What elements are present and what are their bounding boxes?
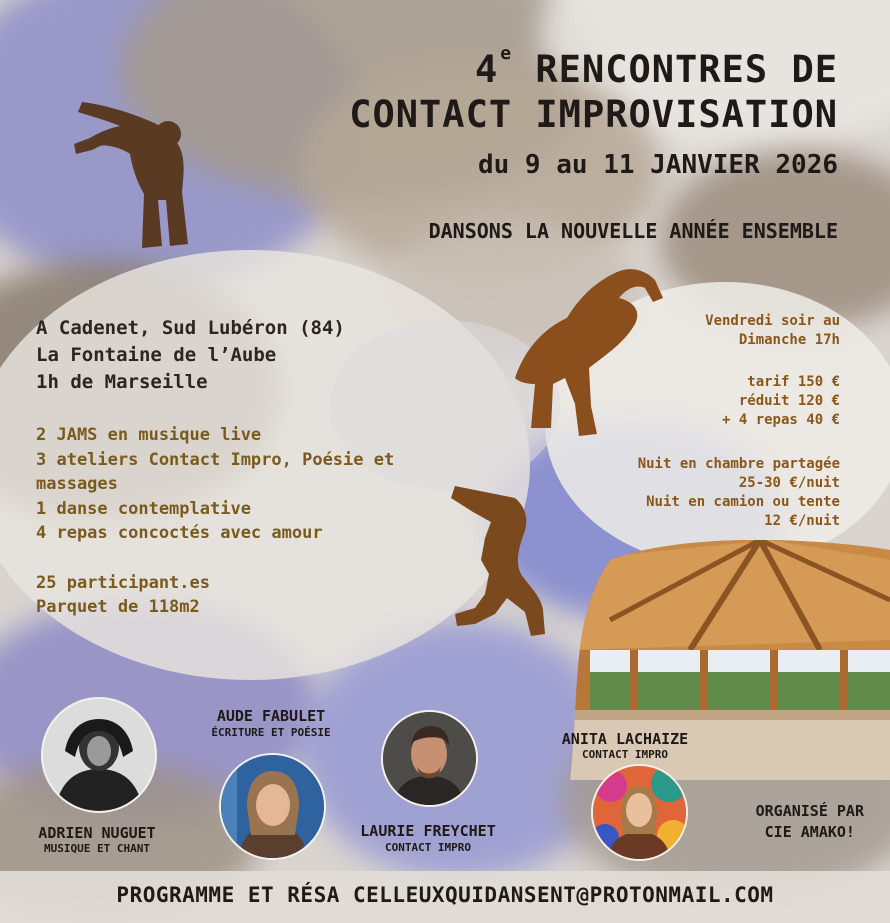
location-line-town: A Cadenet, Sud Lubéron (84) — [36, 317, 345, 339]
lodging-camping-label: Nuit en camion ou tente — [646, 494, 840, 510]
program-list — [36, 423, 394, 546]
dancer-silhouette-lower — [445, 478, 555, 638]
portrait-bw-icon — [43, 699, 155, 811]
lodging-shared-label: Nuit en chambre partagée — [637, 456, 840, 472]
program-item: 3 ateliers Contact Impro, Poésie et — [36, 449, 395, 470]
artist-name: LAURIE FREYCHET — [360, 822, 496, 840]
organizer-name: CIE AMAKO! — [764, 823, 855, 841]
price-meals: + 4 repas 40 € — [721, 412, 840, 428]
program-item: 1 danse contemplative — [36, 498, 251, 519]
avatar-adrien-nuguet — [41, 697, 157, 813]
organizer-block — [756, 801, 864, 843]
artist-role: MUSIQUE ET CHANT — [44, 842, 150, 855]
program-item: 2 JAMS en musique live — [36, 425, 262, 445]
avatar-anita-lachaize — [591, 764, 688, 861]
event-dates: du 9 au 11 JANVIER 2026 — [477, 150, 838, 180]
event-title-line1 — [475, 42, 838, 91]
location-line-distance: 1h de Marseille — [36, 371, 208, 393]
schedule-block — [705, 312, 840, 350]
participants-count: 25 participant.es — [36, 573, 210, 593]
artist-role: CONTACT IMPRO — [384, 841, 472, 854]
lodging-camping-price: 12 €/nuit — [764, 513, 840, 529]
location-line-venue: La Fontaine de l’Aube — [36, 344, 277, 366]
avatar-aude-fabulet — [219, 753, 326, 860]
floor-size: Parquet de 118m2 — [36, 597, 200, 617]
dancer-silhouette-top-left — [70, 96, 200, 251]
program-item: massages — [36, 474, 118, 494]
dancer-silhouette-middle — [495, 258, 675, 438]
lodging-block — [638, 455, 840, 531]
location-block — [36, 315, 345, 396]
schedule-start: Vendredi soir au — [705, 313, 840, 329]
participants-block — [36, 571, 210, 619]
portrait-color-icon — [383, 712, 476, 805]
artist-role: ÉCRITURE ET POÉSIE — [211, 726, 331, 739]
artist-name: ADRIEN NUGUET — [38, 824, 156, 842]
program-item: 4 repas concoctés avec amour — [36, 523, 323, 543]
artist-name: AUDE FABULET — [216, 707, 326, 725]
edition-superscript: e — [500, 42, 513, 64]
portrait-color-icon — [593, 766, 686, 859]
artist-name: ANITA LACHAIZE — [561, 730, 689, 748]
title-text-line1: RENCONTRES DE — [535, 48, 838, 91]
organizer-label: ORGANISÉ PAR — [755, 802, 864, 820]
avatar-laurie-freychet — [381, 710, 478, 807]
schedule-end: Dimanche 17h — [738, 332, 840, 348]
lodging-shared-price: 25-30 €/nuit — [738, 475, 840, 491]
edition-number: 4 — [475, 48, 499, 91]
price-reduced: réduit 120 € — [738, 393, 840, 409]
contact-email-link[interactable]: PROGRAMME ET RÉSA CELLEUXQUIDANSENT@PROTONMAIL.COM — [116, 883, 774, 907]
event-tagline: DANSONS LA NOUVELLE ANNÉE ENSEMBLE — [428, 219, 838, 243]
artist-role: CONTACT IMPRO — [581, 748, 669, 761]
price-full: tarif 150 € — [747, 374, 840, 390]
portrait-color-icon — [221, 755, 324, 858]
pricing-block — [722, 373, 840, 430]
event-title-line2: CONTACT IMPROVISATION — [349, 93, 838, 136]
